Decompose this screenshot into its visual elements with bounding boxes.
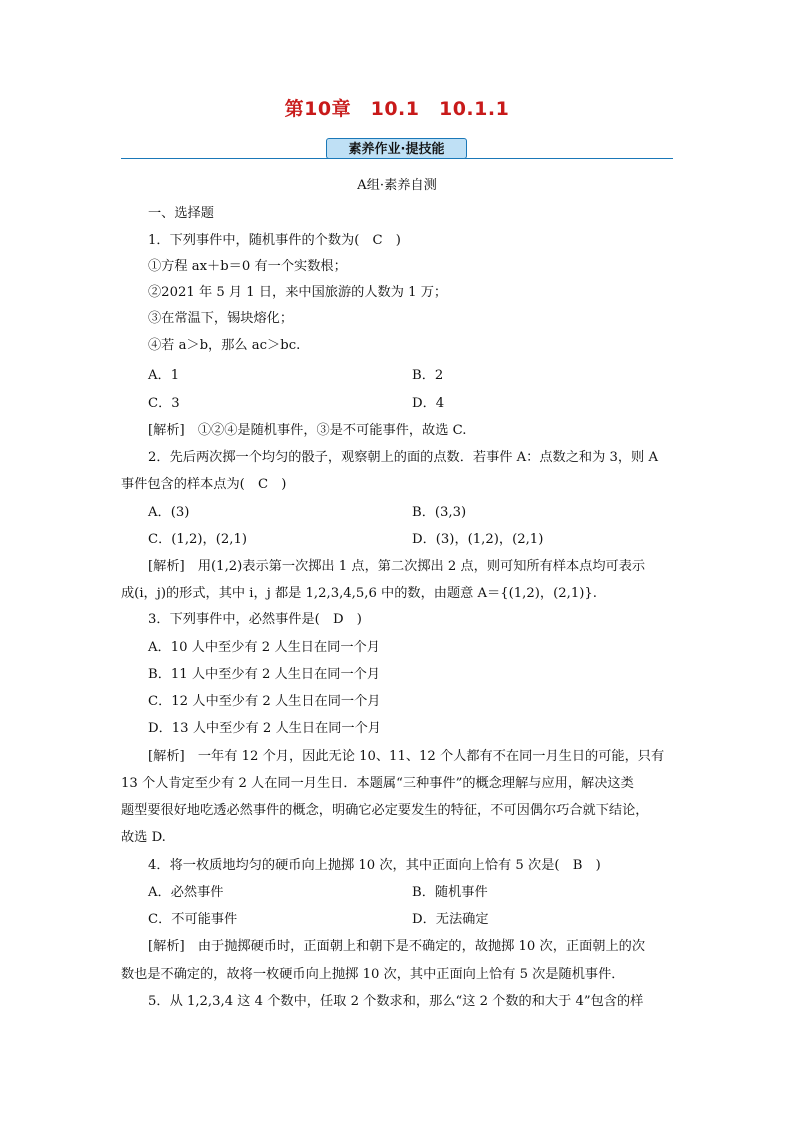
q3-analysis-line-4: 故选 D. xyxy=(121,830,166,845)
q1-option-a: A．1 xyxy=(148,368,180,383)
q2-option-a: A．(3) xyxy=(148,505,190,520)
q1-item-2: ②2021 年 5 月 1 日，来中国旅游的人数为 1 万； xyxy=(148,285,448,300)
q4-option-b: B．随机事件 xyxy=(412,885,488,900)
q1-option-d: D．4 xyxy=(412,396,445,411)
q2-stem-line-2: 事件包含的样本点为( C ) xyxy=(121,477,287,492)
q1-stem: 1．下列事件中，随机事件的个数为( C ) xyxy=(148,233,401,248)
q1-option-c: C．3 xyxy=(148,396,180,411)
q3-analysis-line-3: 题型要很好地吃透必然事件的概念，明确它必定要发生的特征，不可因偶尔巧合就下结论， xyxy=(121,803,649,818)
q1-item-4: ④若 a＞b，那么 ac＞bc. xyxy=(148,338,301,353)
q1-item-3: ③在常温下，锡块熔化； xyxy=(148,311,294,326)
q2-option-c: C．(1,2)，(2,1) xyxy=(148,532,247,547)
q2-analysis-line-2: 成(i，j)的形式，其中 i，j 都是 1,2,3,4,5,6 中的数，由题意 A＝{(1,2)，(2,1)}. xyxy=(121,586,597,601)
q4-analysis-line-1: [解析] 由于抛掷硬币时，正面朝上和朝下是不确定的，故抛掷 10 次，正面朝上的次 xyxy=(148,939,646,954)
section-title: A组·素养自测 xyxy=(357,178,437,193)
q4-option-a: A．必然事件 xyxy=(148,885,224,900)
q4-option-d: D．无法确定 xyxy=(412,912,489,927)
q3-option-d: D．13 人中至少有 2 人生日在同一个月 xyxy=(148,721,381,736)
q3-stem: 3．下列事件中，必然事件是( D ) xyxy=(148,612,362,627)
chapter-title: 第10章 10.1 10.1.1 xyxy=(284,98,510,120)
header-banner: 素养作业·提技能 xyxy=(326,138,467,159)
q3-option-a: A．10 人中至少有 2 人生日在同一个月 xyxy=(148,640,380,655)
q3-option-c: C．12 人中至少有 2 人生日在同一个月 xyxy=(148,694,381,709)
q4-stem: 4．将一枚质地均匀的硬币向上抛掷 10 次，其中正面向上恰有 5 次是( B ) xyxy=(148,858,601,873)
q2-option-b: B．(3,3) xyxy=(412,505,467,520)
q5-stem: 5．从 1,2,3,4 这 4 个数中，任取 2 个数求和，那么“这 2 个数的和大于 4”包含的样 xyxy=(148,994,644,1009)
part-title: 一、选择题 xyxy=(148,206,214,221)
q1-option-b: B．2 xyxy=(412,368,444,383)
q3-analysis-line-2: 13 个人肯定至少有 2 人在同一月生日．本题属“三种事件”的概念理解与应用，解决这类 xyxy=(121,776,634,791)
q2-stem-line-1: 2．先后两次掷一个均匀的骰子，观察朝上的面的点数．若事件 A：点数之和为 3，则 A xyxy=(148,450,658,465)
header-banner-row xyxy=(121,138,673,160)
q3-analysis-line-1: [解析] 一年有 12 个月，因此无论 10、11、12 个人都有不在同一月生日的可能，只有 xyxy=(148,749,665,764)
q2-option-d: D．(3)，(1,2)，(2,1) xyxy=(412,532,544,547)
q4-option-c: C．不可能事件 xyxy=(148,912,238,927)
q4-analysis-line-2: 数也是不确定的，故将一枚硬币向上抛掷 10 次，其中正面向上恰有 5 次是随机事件． xyxy=(121,967,625,982)
q3-option-b: B．11 人中至少有 2 人生日在同一个月 xyxy=(148,667,381,682)
q1-item-1: ①方程 ax＋b＝0 有一个实数根； xyxy=(148,259,347,274)
q2-analysis-line-1: [解析] 用(1,2)表示第一次掷出 1 点，第二次掷出 2 点，则可知所有样本点均可表示 xyxy=(148,559,646,574)
q1-analysis: [解析] ①②④是随机事件，③是不可能事件，故选 C. xyxy=(148,423,467,438)
